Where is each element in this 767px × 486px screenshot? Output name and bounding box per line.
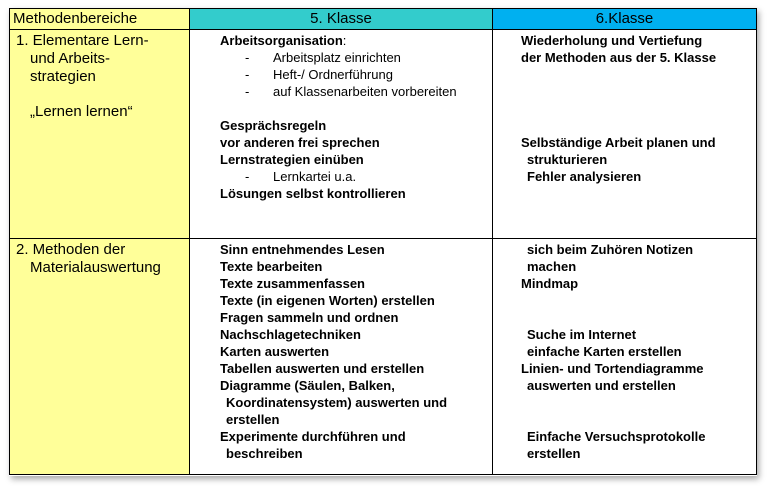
dash-bullet: - xyxy=(245,84,250,99)
dash-bullet: - xyxy=(245,67,250,82)
org-item xyxy=(220,66,488,83)
plan-line: Selbständige Arbeit planen und xyxy=(521,135,716,150)
k5-item: Nachschlagetechniken xyxy=(220,327,361,342)
org-title: Arbeitsorganisation xyxy=(220,33,343,48)
protocol-line: Einfache Versuchsprotokolle xyxy=(527,429,706,444)
k5-item: Texte zusammenfassen xyxy=(220,276,365,291)
k5-item: Diagramme (Säulen, Balken, xyxy=(220,378,395,393)
area-line: und Arbeits- xyxy=(30,50,111,67)
diagram-line: Linien- und Tortendiagramme xyxy=(521,361,704,376)
strategy-item xyxy=(220,168,488,185)
repeat-line: Wiederholung und Vertiefung xyxy=(521,33,703,48)
header-klasse-5: 5. Klasse xyxy=(190,9,493,30)
area-line: 1. Elementare Lern- xyxy=(16,32,149,49)
header-row xyxy=(10,9,757,30)
spacer xyxy=(521,100,752,117)
org-item-text: Arbeitsplatz einrichten xyxy=(273,50,401,65)
spacer xyxy=(521,394,752,411)
k5-cell-2 xyxy=(190,239,493,475)
internet-line: Suche im Internet xyxy=(527,327,637,342)
k5-item: Karten auswerten xyxy=(220,344,330,359)
solve-line: Lösungen selbst kontrollieren xyxy=(220,186,406,201)
spacer xyxy=(220,100,488,117)
strategy-line: Lernstrategien einüben xyxy=(220,152,364,167)
dash-bullet: - xyxy=(245,50,250,65)
spacer xyxy=(521,83,752,100)
area-line: 2. Methoden der xyxy=(16,241,126,258)
notes-line: machen xyxy=(527,259,577,274)
area-cell-1 xyxy=(10,30,190,239)
area-line: strategien xyxy=(30,68,96,85)
k5-item: Experimente durchführen und xyxy=(220,429,406,444)
row-materialauswertung xyxy=(10,239,757,475)
k6-cell-1 xyxy=(493,30,757,239)
methods-table xyxy=(9,8,757,475)
protocol-line: erstellen xyxy=(527,446,581,461)
notes-line: sich beim Zuhören Notizen xyxy=(527,242,694,257)
org-item xyxy=(220,83,488,100)
k5-item: Sinn entnehmendes Lesen xyxy=(220,242,385,257)
repeat-line: der Methoden aus der 5. Klasse xyxy=(521,50,717,65)
header-methodenbereiche: Methodenbereiche xyxy=(10,9,190,30)
talk-line: vor anderen frei sprechen xyxy=(220,135,380,150)
k6-cell-2 xyxy=(493,239,757,475)
spacer xyxy=(521,309,752,326)
k5-item: erstellen xyxy=(226,412,280,427)
row-lernstrategien xyxy=(10,30,757,239)
strategy-item-text: Lernkartei u.a. xyxy=(273,169,357,184)
spacer xyxy=(521,66,752,83)
mindmap-line: Mindmap xyxy=(521,276,579,291)
maps-line: einfache Karten erstellen xyxy=(527,344,682,359)
dash-bullet: - xyxy=(245,169,250,184)
k5-item: Koordinatensystem) auswerten und xyxy=(226,395,448,410)
plan-line: strukturieren xyxy=(527,152,608,167)
org-item-text: auf Klassenarbeiten vorbereiten xyxy=(273,84,457,99)
spacer xyxy=(521,117,752,134)
k5-cell-1 xyxy=(190,30,493,239)
talk-line: Gesprächsregeln xyxy=(220,118,327,133)
k5-item: Texte (in eigenen Worten) erstellen xyxy=(220,293,435,308)
k5-item: Fragen sammeln und ordnen xyxy=(220,310,399,325)
area-line: Materialauswertung xyxy=(30,259,161,276)
spacer xyxy=(521,292,752,309)
k5-item: Texte bearbeiten xyxy=(220,259,323,274)
k5-item: beschreiben xyxy=(226,446,303,461)
diagram-line: auswerten und erstellen xyxy=(527,378,676,393)
org-item-text: Heft-/ Ordnerführung xyxy=(273,67,393,82)
org-heading xyxy=(220,32,488,49)
error-line: Fehler analysieren xyxy=(527,169,642,184)
spacer xyxy=(521,411,752,428)
k5-item: Tabellen auswerten und erstellen xyxy=(220,361,425,376)
header-klasse-6: 6.Klasse xyxy=(493,9,757,30)
org-item xyxy=(220,49,488,66)
org-colon: : xyxy=(342,33,347,48)
spacer xyxy=(16,86,185,103)
area-quote: „Lernen lernen“ xyxy=(30,103,133,120)
area-cell-2 xyxy=(10,239,190,475)
